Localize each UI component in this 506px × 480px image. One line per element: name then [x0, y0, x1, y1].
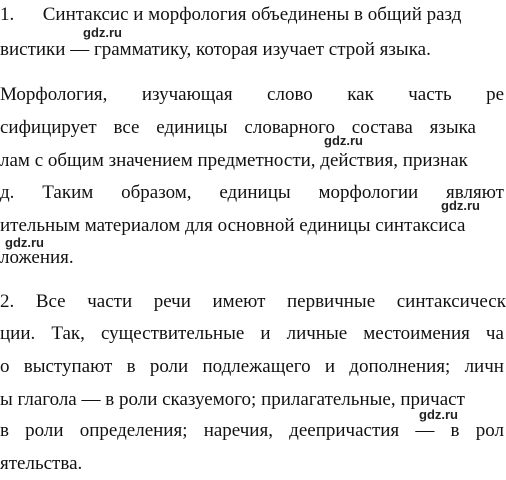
word: все — [113, 117, 140, 138]
word: часть — [408, 84, 452, 105]
word: единицы — [156, 117, 228, 138]
word: и — [324, 356, 336, 377]
word: — — [415, 420, 435, 441]
word: роли — [149, 356, 189, 377]
word: Так, — [51, 323, 85, 344]
word: в — [0, 420, 9, 441]
word: роли — [25, 420, 64, 441]
text-line — [0, 323, 504, 345]
word: состава — [351, 117, 413, 138]
word: рол — [475, 420, 504, 441]
word: первичные — [286, 291, 376, 312]
text-line — [0, 291, 506, 313]
word: определения; — [79, 420, 188, 441]
word: морфологии — [318, 182, 419, 203]
text-line — [0, 356, 504, 378]
word: слово — [267, 84, 313, 105]
text-line: ложения. — [0, 247, 74, 268]
word: в — [450, 420, 460, 441]
watermark: gdz.ru — [419, 407, 458, 422]
word: в — [126, 356, 136, 377]
text-line — [0, 117, 476, 139]
watermark: gdz.ru — [5, 235, 44, 250]
word: ча — [485, 323, 504, 344]
word: личные — [286, 323, 348, 344]
text-line — [0, 420, 504, 442]
text-line: вистики — грамматику, которая изучает строй языка. — [0, 39, 431, 60]
word: наречия, — [203, 420, 273, 441]
text-line: 1. Синтаксис и морфология объединены в общий разд — [0, 4, 462, 25]
word: ре — [486, 84, 504, 105]
word: имеют — [212, 291, 266, 312]
word: словарного — [244, 117, 335, 138]
text-line: ятельства. — [0, 453, 83, 474]
word: местоимения — [363, 323, 470, 344]
word: сифицирует — [0, 117, 97, 138]
word: выступают — [23, 356, 113, 377]
word: Таким — [42, 182, 94, 203]
word: ции. — [0, 323, 36, 344]
word: подлежащего — [202, 356, 311, 377]
word: существительные — [100, 323, 245, 344]
word: синтаксическ — [396, 291, 506, 312]
word: являют — [446, 182, 504, 203]
word: о — [0, 356, 10, 377]
word: языка — [429, 117, 476, 138]
word: изучающая — [141, 84, 233, 105]
watermark: gdz.ru — [324, 133, 363, 148]
word: и — [260, 323, 271, 344]
word: Морфология, — [0, 84, 108, 105]
word: речи — [153, 291, 191, 312]
watermark: gdz.ru — [83, 25, 122, 40]
word: части — [87, 291, 133, 312]
word: Все — [35, 291, 66, 312]
word: образом, — [121, 182, 192, 203]
text-line: ы глагола — в роли сказуемого; прилагательные, причаст — [0, 389, 465, 410]
word: как — [347, 84, 374, 105]
text-line — [0, 182, 504, 204]
watermark: gdz.ru — [441, 198, 480, 213]
word: д. — [0, 182, 15, 203]
text-line: ительным материалом для основной единицы синтаксиса — [0, 215, 466, 236]
text-line: лам с общим значением предметности, действия, признак — [0, 150, 468, 171]
word: деепричастия — [289, 420, 400, 441]
word: дополнения; — [349, 356, 451, 377]
word: единицы — [219, 182, 291, 203]
word: личн — [464, 356, 504, 377]
word: 2. — [0, 291, 15, 312]
text-line — [0, 84, 504, 106]
